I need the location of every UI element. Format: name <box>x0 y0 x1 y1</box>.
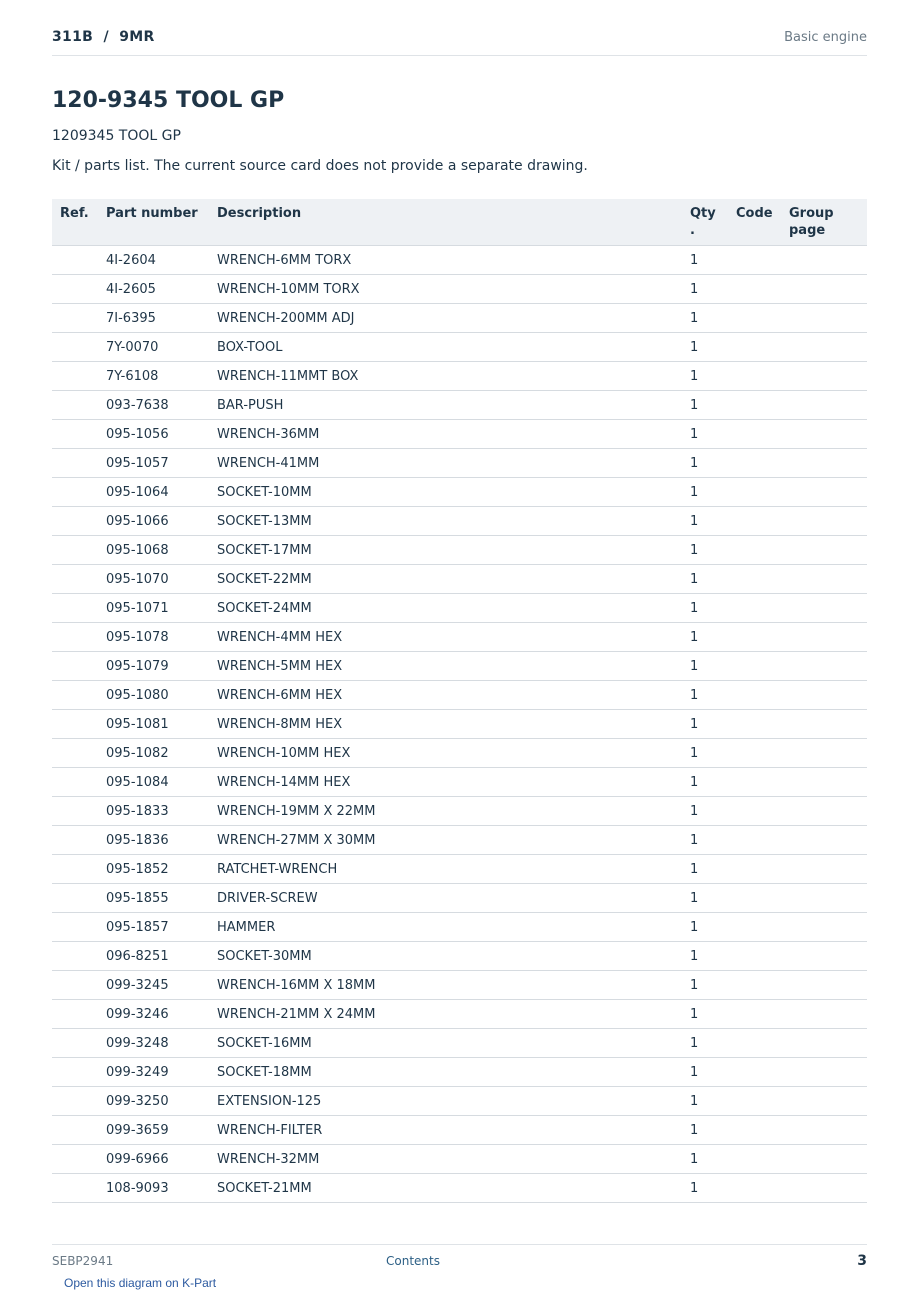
cell-part-number: 099-6966 <box>106 1145 217 1174</box>
cell-group-page <box>789 971 867 1000</box>
cell-group-page <box>789 1029 867 1058</box>
cell-group-page <box>789 826 867 855</box>
cell-part-number: 095-1079 <box>106 652 217 681</box>
cell-description: HAMMER <box>217 913 690 942</box>
cell-description: SOCKET-10MM <box>217 478 690 507</box>
cell-qty: 1 <box>690 391 736 420</box>
cell-ref <box>52 681 106 710</box>
cell-group-page <box>789 246 867 275</box>
table-row <box>52 1116 867 1145</box>
cell-group-page <box>789 913 867 942</box>
cell-ref <box>52 1174 106 1203</box>
table-row <box>52 884 867 913</box>
cell-description: EXTENSION-125 <box>217 1087 690 1116</box>
cell-qty: 1 <box>690 304 736 333</box>
column-header-part-number: Part number <box>106 199 217 246</box>
cell-code <box>736 739 789 768</box>
cell-ref <box>52 449 106 478</box>
cell-qty: 1 <box>690 652 736 681</box>
parts-table-body <box>52 246 867 1203</box>
cell-code <box>736 275 789 304</box>
table-row <box>52 710 867 739</box>
cell-code <box>736 1145 789 1174</box>
cell-group-page <box>789 449 867 478</box>
cell-code <box>736 1116 789 1145</box>
column-header-ref: Ref. <box>52 199 106 246</box>
cell-qty: 1 <box>690 942 736 971</box>
cell-ref <box>52 1145 106 1174</box>
column-header-group-page: Group page <box>789 199 867 246</box>
cell-code <box>736 565 789 594</box>
cell-description: SOCKET-17MM <box>217 536 690 565</box>
table-row <box>52 1000 867 1029</box>
cell-code <box>736 1087 789 1116</box>
cell-ref <box>52 594 106 623</box>
cell-group-page <box>789 594 867 623</box>
cell-group-page <box>789 1000 867 1029</box>
cell-part-number: 7I-6395 <box>106 304 217 333</box>
cell-qty: 1 <box>690 768 736 797</box>
cell-part-number: 7Y-0070 <box>106 333 217 362</box>
cell-group-page <box>789 739 867 768</box>
cell-ref <box>52 1087 106 1116</box>
cell-group-page <box>789 420 867 449</box>
cell-group-page <box>789 884 867 913</box>
cell-ref <box>52 739 106 768</box>
cell-group-page <box>789 478 867 507</box>
model-label: 311B / 9MR <box>52 29 155 45</box>
cell-part-number: 095-1080 <box>106 681 217 710</box>
cell-code <box>736 391 789 420</box>
table-row <box>52 826 867 855</box>
cell-ref <box>52 507 106 536</box>
cell-description: WRENCH-FILTER <box>217 1116 690 1145</box>
table-row <box>52 1029 867 1058</box>
table-row <box>52 768 867 797</box>
cell-code <box>736 826 789 855</box>
cell-code <box>736 1174 789 1203</box>
table-row <box>52 739 867 768</box>
cell-code <box>736 246 789 275</box>
cell-qty: 1 <box>690 420 736 449</box>
cell-description: WRENCH-6MM HEX <box>217 681 690 710</box>
cell-part-number: 093-7638 <box>106 391 217 420</box>
cell-qty: 1 <box>690 478 736 507</box>
table-row <box>52 855 867 884</box>
table-row <box>52 362 867 391</box>
table-row <box>52 304 867 333</box>
cell-qty: 1 <box>690 507 736 536</box>
cell-qty: 1 <box>690 565 736 594</box>
cell-group-page <box>789 768 867 797</box>
cell-part-number: 095-1857 <box>106 913 217 942</box>
table-row <box>52 797 867 826</box>
cell-description: SOCKET-24MM <box>217 594 690 623</box>
cell-qty: 1 <box>690 1174 736 1203</box>
cell-group-page <box>789 1174 867 1203</box>
cell-ref <box>52 1000 106 1029</box>
table-row <box>52 275 867 304</box>
cell-ref <box>52 652 106 681</box>
cell-qty: 1 <box>690 855 736 884</box>
cell-description: RATCHET-WRENCH <box>217 855 690 884</box>
cell-qty: 1 <box>690 362 736 391</box>
cell-part-number: 095-1836 <box>106 826 217 855</box>
cell-group-page <box>789 275 867 304</box>
cell-group-page <box>789 536 867 565</box>
cell-description: WRENCH-19MM X 22MM <box>217 797 690 826</box>
cell-part-number: 095-1056 <box>106 420 217 449</box>
cell-qty: 1 <box>690 1145 736 1174</box>
cell-part-number: 095-1057 <box>106 449 217 478</box>
cell-description: WRENCH-10MM TORX <box>217 275 690 304</box>
cell-part-number: 4I-2604 <box>106 246 217 275</box>
cell-description: WRENCH-11MMT BOX <box>217 362 690 391</box>
table-row <box>52 623 867 652</box>
cell-group-page <box>789 797 867 826</box>
cell-description: BOX-TOOL <box>217 333 690 362</box>
cell-part-number: 108-9093 <box>106 1174 217 1203</box>
section-label: Basic engine <box>784 30 867 45</box>
cell-ref <box>52 420 106 449</box>
cell-ref <box>52 942 106 971</box>
table-row <box>52 536 867 565</box>
page-number: 3 <box>857 1253 867 1269</box>
cell-description: WRENCH-4MM HEX <box>217 623 690 652</box>
cell-part-number: 096-8251 <box>106 942 217 971</box>
table-row <box>52 1058 867 1087</box>
cell-group-page <box>789 652 867 681</box>
cell-description: WRENCH-5MM HEX <box>217 652 690 681</box>
cell-description: SOCKET-18MM <box>217 1058 690 1087</box>
cell-group-page <box>789 1116 867 1145</box>
cell-part-number: 095-1064 <box>106 478 217 507</box>
cell-description: WRENCH-16MM X 18MM <box>217 971 690 1000</box>
cell-description: BAR-PUSH <box>217 391 690 420</box>
cell-qty: 1 <box>690 1000 736 1029</box>
cell-code <box>736 942 789 971</box>
cell-description: WRENCH-41MM <box>217 449 690 478</box>
page-subtitle: 1209345 TOOL GP <box>52 128 181 144</box>
cell-ref <box>52 971 106 1000</box>
cell-code <box>736 333 789 362</box>
cell-ref <box>52 391 106 420</box>
cell-qty: 1 <box>690 1029 736 1058</box>
cell-ref <box>52 275 106 304</box>
table-row <box>52 478 867 507</box>
cell-ref <box>52 1029 106 1058</box>
cell-code <box>736 304 789 333</box>
table-row <box>52 594 867 623</box>
cell-description: SOCKET-13MM <box>217 507 690 536</box>
cell-ref <box>52 478 106 507</box>
table-row <box>52 420 867 449</box>
table-row <box>52 391 867 420</box>
table-row <box>52 246 867 275</box>
cell-qty: 1 <box>690 1087 736 1116</box>
cell-code <box>736 507 789 536</box>
table-row <box>52 565 867 594</box>
cell-qty: 1 <box>690 1058 736 1087</box>
cell-code <box>736 768 789 797</box>
cell-ref <box>52 710 106 739</box>
cell-part-number: 7Y-6108 <box>106 362 217 391</box>
cell-code <box>736 971 789 1000</box>
cell-part-number: 095-1068 <box>106 536 217 565</box>
cell-group-page <box>789 623 867 652</box>
cell-part-number: 099-3250 <box>106 1087 217 1116</box>
cell-group-page <box>789 855 867 884</box>
cell-part-number: 095-1070 <box>106 565 217 594</box>
cell-code <box>736 1058 789 1087</box>
cell-part-number: 4I-2605 <box>106 275 217 304</box>
cell-ref <box>52 333 106 362</box>
table-row <box>52 333 867 362</box>
cell-ref <box>52 536 106 565</box>
table-row <box>52 652 867 681</box>
cell-description: WRENCH-27MM X 30MM <box>217 826 690 855</box>
cell-qty: 1 <box>690 739 736 768</box>
cell-ref <box>52 797 106 826</box>
cell-qty: 1 <box>690 797 736 826</box>
cell-qty: 1 <box>690 536 736 565</box>
cell-ref <box>52 884 106 913</box>
cell-code <box>736 913 789 942</box>
cell-description: WRENCH-8MM HEX <box>217 710 690 739</box>
cell-part-number: 095-1081 <box>106 710 217 739</box>
cell-code <box>736 681 789 710</box>
cell-ref <box>52 304 106 333</box>
cell-description: SOCKET-21MM <box>217 1174 690 1203</box>
cell-description: WRENCH-200MM ADJ <box>217 304 690 333</box>
cell-group-page <box>789 304 867 333</box>
cell-ref <box>52 913 106 942</box>
cell-ref <box>52 1116 106 1145</box>
cell-group-page <box>789 1145 867 1174</box>
cell-code <box>736 1029 789 1058</box>
page-footer <box>52 1244 867 1275</box>
cell-code <box>736 536 789 565</box>
cell-ref <box>52 362 106 391</box>
cell-description: WRENCH-6MM TORX <box>217 246 690 275</box>
cell-part-number: 099-3248 <box>106 1029 217 1058</box>
cell-code <box>736 855 789 884</box>
table-row <box>52 942 867 971</box>
cell-part-number: 099-3249 <box>106 1058 217 1087</box>
cell-code <box>736 652 789 681</box>
cell-qty: 1 <box>690 333 736 362</box>
column-header-qty: Qty . <box>690 199 736 246</box>
cell-qty: 1 <box>690 971 736 1000</box>
cell-qty: 1 <box>690 623 736 652</box>
table-row <box>52 1145 867 1174</box>
cell-code <box>736 478 789 507</box>
cell-group-page <box>789 710 867 739</box>
document-id: SEBP2941 <box>52 1254 114 1268</box>
cell-code <box>736 420 789 449</box>
cell-description: WRENCH-14MM HEX <box>217 768 690 797</box>
cell-qty: 1 <box>690 1116 736 1145</box>
cell-part-number: 095-1082 <box>106 739 217 768</box>
contents-link[interactable]: Contents <box>386 1254 440 1268</box>
cell-code <box>736 710 789 739</box>
table-row <box>52 681 867 710</box>
column-header-description: Description <box>217 199 690 246</box>
cell-ref <box>52 1058 106 1087</box>
cell-part-number: 095-1852 <box>106 855 217 884</box>
cell-group-page <box>789 333 867 362</box>
parts-table <box>52 199 867 1203</box>
cell-group-page <box>789 942 867 971</box>
open-kpart-link[interactable]: Open this diagram on K-Part <box>64 1276 217 1290</box>
cell-part-number: 095-1084 <box>106 768 217 797</box>
cell-qty: 1 <box>690 275 736 304</box>
cell-group-page <box>789 362 867 391</box>
table-row <box>52 913 867 942</box>
source-note: Kit / parts list. The current source card does not provide a separate drawing. <box>52 158 588 174</box>
cell-group-page <box>789 391 867 420</box>
cell-qty: 1 <box>690 594 736 623</box>
cell-ref <box>52 246 106 275</box>
cell-ref <box>52 565 106 594</box>
cell-qty: 1 <box>690 246 736 275</box>
cell-ref <box>52 768 106 797</box>
cell-part-number: 099-3246 <box>106 1000 217 1029</box>
cell-part-number: 095-1833 <box>106 797 217 826</box>
table-row <box>52 1087 867 1116</box>
cell-group-page <box>789 681 867 710</box>
column-header-code: Code <box>736 199 789 246</box>
cell-qty: 1 <box>690 449 736 478</box>
cell-part-number: 099-3245 <box>106 971 217 1000</box>
cell-code <box>736 623 789 652</box>
cell-part-number: 095-1078 <box>106 623 217 652</box>
cell-code <box>736 797 789 826</box>
cell-description: WRENCH-36MM <box>217 420 690 449</box>
cell-code <box>736 884 789 913</box>
cell-code <box>736 1000 789 1029</box>
cell-description: DRIVER-SCREW <box>217 884 690 913</box>
cell-group-page <box>789 507 867 536</box>
cell-qty: 1 <box>690 681 736 710</box>
cell-group-page <box>789 1058 867 1087</box>
cell-qty: 1 <box>690 826 736 855</box>
cell-ref <box>52 855 106 884</box>
table-header-row <box>52 199 867 246</box>
cell-ref <box>52 623 106 652</box>
cell-code <box>736 594 789 623</box>
cell-qty: 1 <box>690 913 736 942</box>
table-row <box>52 971 867 1000</box>
cell-part-number: 099-3659 <box>106 1116 217 1145</box>
cell-description: SOCKET-22MM <box>217 565 690 594</box>
cell-qty: 1 <box>690 884 736 913</box>
cell-ref <box>52 826 106 855</box>
table-row <box>52 449 867 478</box>
table-row <box>52 1174 867 1203</box>
cell-description: WRENCH-21MM X 24MM <box>217 1000 690 1029</box>
table-row <box>52 507 867 536</box>
cell-description: SOCKET-30MM <box>217 942 690 971</box>
cell-code <box>736 362 789 391</box>
cell-description: WRENCH-10MM HEX <box>217 739 690 768</box>
page-header <box>52 29 867 56</box>
cell-qty: 1 <box>690 710 736 739</box>
cell-part-number: 095-1071 <box>106 594 217 623</box>
cell-group-page <box>789 1087 867 1116</box>
cell-part-number: 095-1066 <box>106 507 217 536</box>
cell-description: WRENCH-32MM <box>217 1145 690 1174</box>
page-title: 120-9345 TOOL GP <box>52 88 285 113</box>
cell-part-number: 095-1855 <box>106 884 217 913</box>
cell-group-page <box>789 565 867 594</box>
cell-code <box>736 449 789 478</box>
cell-description: SOCKET-16MM <box>217 1029 690 1058</box>
